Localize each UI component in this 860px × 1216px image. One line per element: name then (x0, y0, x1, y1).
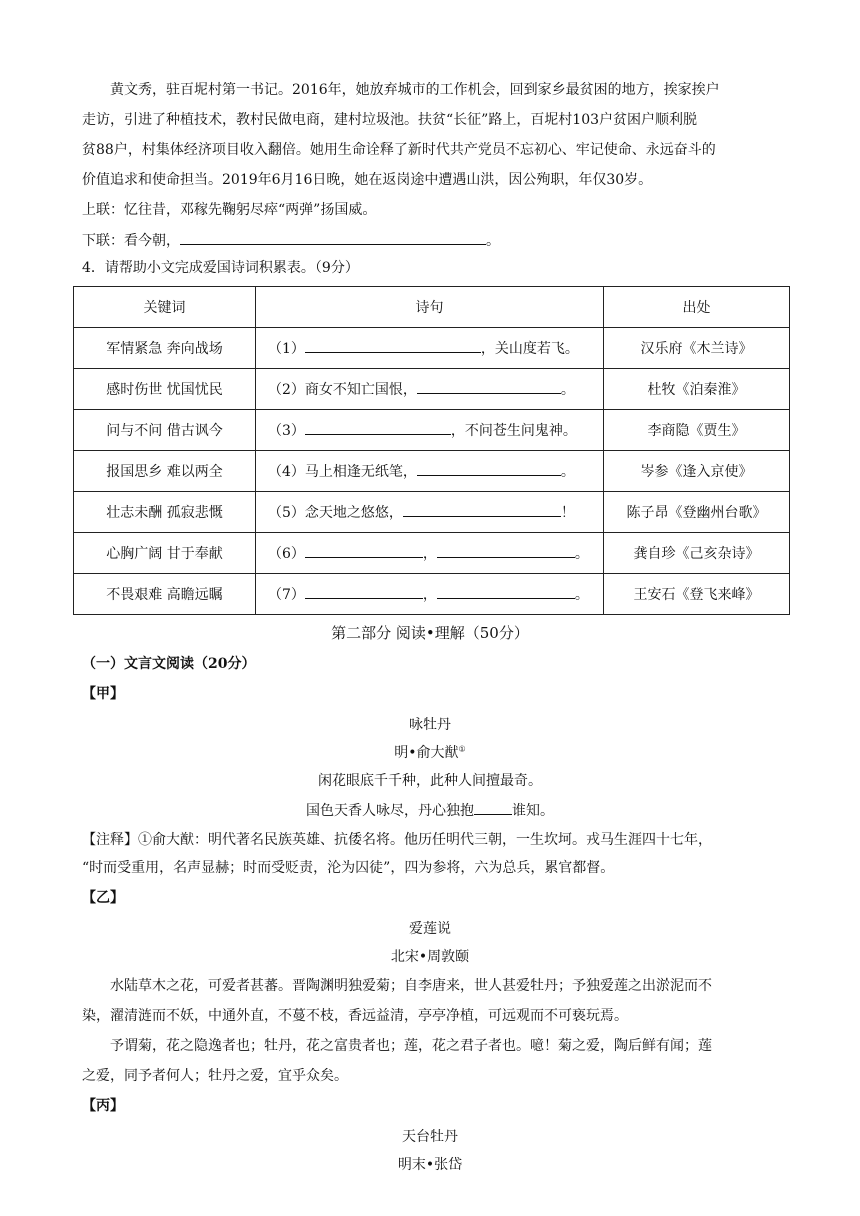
row-verse (256, 451, 604, 492)
verse-suffix: ，关山度若飞。 (480, 341, 579, 357)
couplet-upper: 上联：忆往昔，邓稼先鞠躬尽瘁“两弹”扬国威。 (82, 202, 377, 218)
couplet-lower-suffix: 。 (486, 233, 500, 249)
verse-prefix: （7） (268, 587, 305, 603)
row-source: 李商隐《贾生》 (604, 410, 790, 451)
verse-prefix: （5）念天地之悠悠， (268, 505, 403, 521)
verse-suffix: 。 (574, 546, 589, 562)
row-verse (256, 410, 604, 451)
row-keyword: 壮志未酬 孤寂悲慨 (74, 492, 256, 533)
verse-prefix: （3） (268, 423, 305, 439)
question-4: 4．请帮助小文完成爱国诗词积累表。（9分） (82, 260, 359, 276)
row-source: 龚自珍《己亥杂诗》 (604, 533, 790, 574)
jia-line2-prefix: 国色天香人咏尽，丹心独抱 (306, 803, 474, 819)
jia-label: 【甲】 (82, 686, 124, 702)
jia-poem-line-1: 闲花眼底千千种，此种人间擅最奇。 (318, 773, 542, 789)
part-2-title: 第二部分 阅读•理解（50分） (331, 624, 529, 642)
verse-suffix: 。 (560, 464, 575, 480)
section-1-title: （一）文言文阅读（20分） (82, 656, 256, 672)
couplet-lower-prefix: 下联：看今朝， (82, 233, 180, 249)
table-row (74, 328, 790, 369)
row-keyword: 心胸广阔 甘于奉献 (74, 533, 256, 574)
poem-table (73, 286, 790, 615)
bing-label: 【丙】 (82, 1098, 124, 1114)
verse-blank-1[interactable] (305, 543, 423, 558)
verse-suffix: ！ (560, 505, 575, 521)
table-row (74, 574, 790, 615)
bing-title: 天台牡丹 (402, 1129, 458, 1145)
verse-middle: ， (422, 546, 437, 562)
yi-title: 爱莲说 (409, 921, 451, 937)
row-verse (256, 492, 604, 533)
row-keyword: 军情紧急 奔向战场 (74, 328, 256, 369)
table-header-row (74, 287, 790, 328)
verse-suffix: 。 (560, 382, 575, 398)
jia-poem-blank[interactable] (474, 800, 512, 815)
yi-paragraph-1-line-1: 水陆草木之花，可爱者甚蕃。晋陶渊明独爱菊；自李唐来，世人甚爱牡丹；予独爱莲之出淤泥而不 (110, 978, 712, 994)
row-verse (256, 369, 604, 410)
intro-line-1: 黄文秀，驻百坭村第一书记。2016年，她放弃城市的工作机会，回到家乡最贫困的地方，挨家挨户 (110, 82, 720, 98)
verse-blank-1[interactable] (305, 584, 423, 599)
row-keyword: 报国思乡 难以两全 (74, 451, 256, 492)
verse-blank-2[interactable] (437, 543, 575, 558)
verse-blank[interactable] (305, 338, 481, 353)
row-source: 王安石《登飞来峰》 (604, 574, 790, 615)
verse-prefix: （2）商女不知亡国恨， (268, 382, 417, 398)
jia-title: 咏牡丹 (409, 717, 451, 733)
intro-line-3: 贫88户，村集体经济项目收入翻倍。她用生命诠释了新时代共产党员不忘初心、牢记使命、永远奋斗的 (82, 142, 716, 158)
yi-label: 【乙】 (82, 890, 124, 906)
verse-prefix: （4）马上相逢无纸笔， (268, 464, 417, 480)
jia-line2-suffix: 谁知。 (512, 803, 554, 819)
verse-blank-2[interactable] (437, 584, 575, 599)
couplet-lower (82, 230, 782, 251)
row-verse (256, 533, 604, 574)
jia-note-line-2: “时而受重用，名声显赫；时而受贬责，沦为囚徒”，四为参将，六为总兵，累官都督。 (82, 860, 615, 876)
header-source: 出处 (604, 287, 790, 328)
bing-author: 明末•张岱 (397, 1157, 463, 1173)
header-verse: 诗句 (256, 287, 604, 328)
row-keyword: 问与不问 借古讽今 (74, 410, 256, 451)
verse-suffix: 。 (574, 587, 589, 603)
verse-blank[interactable] (305, 420, 451, 435)
verse-suffix: ，不问苍生问鬼神。 (450, 423, 577, 439)
table-row (74, 410, 790, 451)
yi-paragraph-2-line-2: 之爱，同予者何人；牡丹之爱，宜乎众矣。 (82, 1068, 348, 1084)
jia-note-line-1: 【注释】①俞大猷：明代著名民族英雄、抗倭名将。他历任明代三朝，一生坎坷。戎马生涯四十七年， (82, 832, 712, 848)
intro-line-2: 走访，引进了种植技术，教村民做电商，建村垃圾池。扶贫“长征”路上，百坭村103户贫困户顺利脱 (82, 112, 698, 128)
verse-blank[interactable] (417, 461, 561, 476)
table-row (74, 492, 790, 533)
header-keyword: 关键词 (74, 287, 256, 328)
row-source: 杜牧《泊秦淮》 (604, 369, 790, 410)
verse-prefix: （1） (268, 341, 305, 357)
intro-line-4: 价值追求和使命担当。2019年6月16日晚，她在返岗途中遭遇山洪，因公殉职，年仅30岁。 (82, 172, 653, 188)
jia-author-line (0, 742, 860, 762)
yi-paragraph-2-line-1: 予谓菊，花之隐逸者也；牡丹，花之富贵者也；莲，花之君子者也。噫！菊之爱，陶后鲜有闻；莲 (110, 1038, 712, 1054)
row-source: 岑参《逢入京使》 (604, 451, 790, 492)
row-source: 汉乐府《木兰诗》 (604, 328, 790, 369)
table-row (74, 533, 790, 574)
jia-poem-line-2 (0, 800, 860, 820)
table-row (74, 369, 790, 410)
yi-author: 北宋•周敦颐 (390, 949, 470, 965)
verse-blank[interactable] (417, 379, 561, 394)
row-verse (256, 574, 604, 615)
verse-prefix: （6） (268, 546, 305, 562)
yi-paragraph-1-line-2: 染，濯清涟而不妖，中通外直，不蔓不枝，香远益清，亭亭净植，可远观而不可亵玩焉。 (82, 1008, 628, 1024)
row-keyword: 不畏艰难 高瞻远瞩 (74, 574, 256, 615)
verse-middle: ， (422, 587, 437, 603)
row-source: 陈子昂《登幽州台歌》 (604, 492, 790, 533)
jia-note-mark: ① (458, 744, 466, 754)
couplet-answer-blank[interactable] (180, 230, 486, 245)
jia-author: 明•俞大猷 (394, 745, 459, 761)
verse-blank[interactable] (403, 502, 561, 517)
table-row (74, 451, 790, 492)
row-keyword: 感时伤世 忧国忧民 (74, 369, 256, 410)
row-verse (256, 328, 604, 369)
